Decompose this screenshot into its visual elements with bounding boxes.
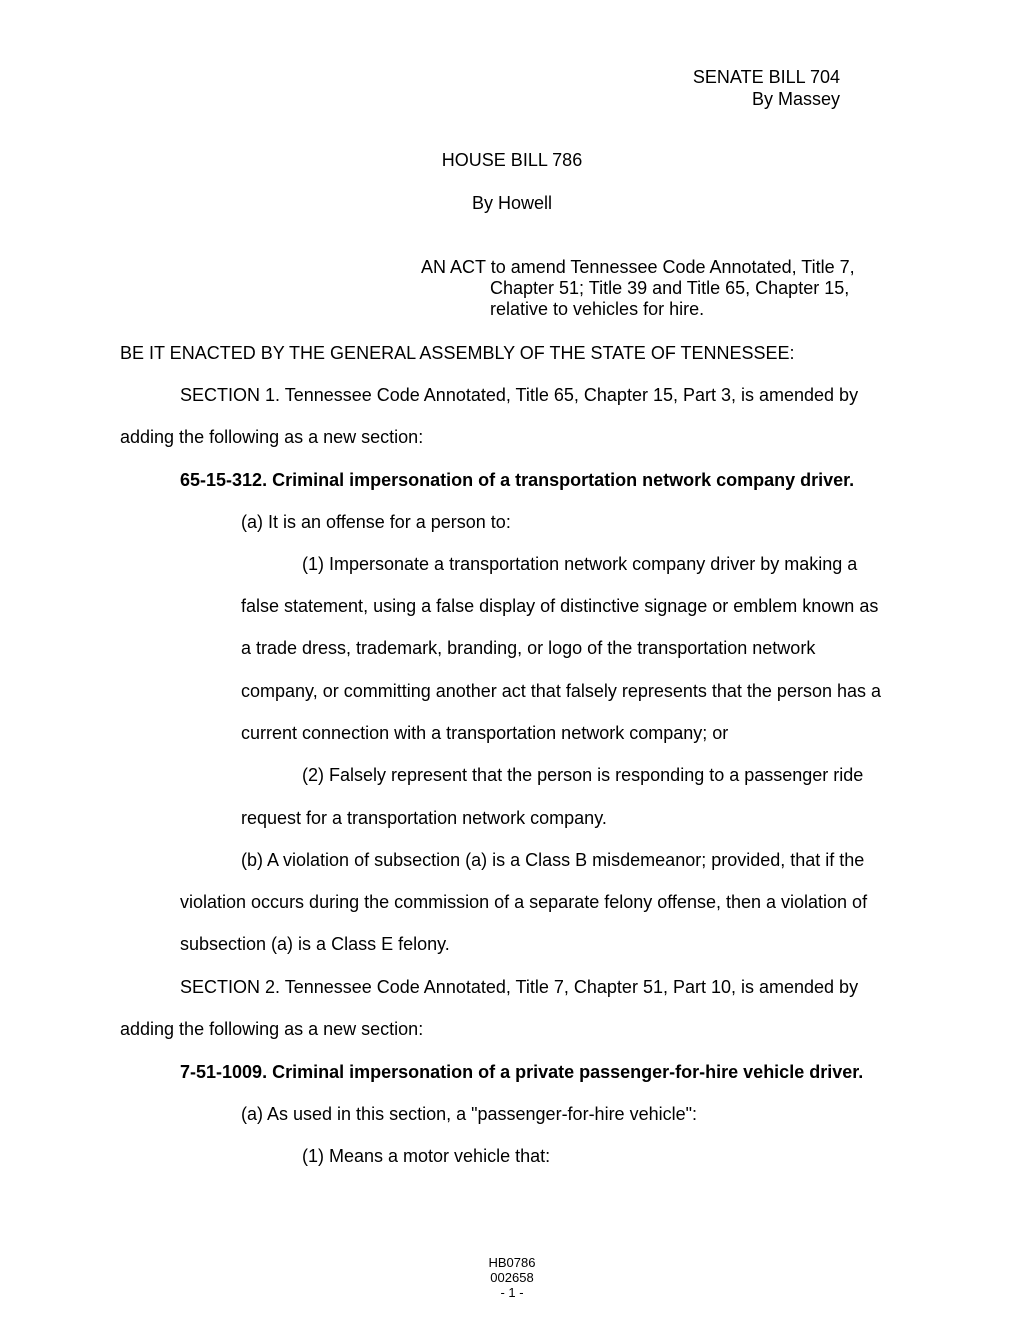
senate-bill-number: SENATE BILL 704 <box>692 67 840 87</box>
item-2-line-1: (2) Falsely represent that the person is responding to a passenger ride <box>302 765 864 785</box>
section-1-intro: SECTION 1. Tennessee Code Annotated, Title 65, Chapter 15, Part 3, is amended by <box>180 385 859 405</box>
house-sponsor: By Howell <box>471 193 553 213</box>
section-2-heading: 7-51-1009. Criminal impersonation of a private passenger-for-hire vehicle driver. <box>180 1062 864 1082</box>
subsection-b-line-1: (b) A violation of subsection (a) is a Class B misdemeanor; provided, that if the <box>241 850 865 870</box>
section-1-intro-cont: adding the following as a new section: <box>120 427 424 447</box>
senate-bill-block <box>0 66 840 110</box>
senate-sponsor: By Massey <box>751 89 840 109</box>
page-footer <box>0 1255 1024 1300</box>
subsection-b-line-2: violation occurs during the commission of a separate felony offense, then a violation of <box>180 892 868 912</box>
item-1-line-5: current connection with a transportation network company; or <box>241 723 729 743</box>
footer-doc-number: 002658 <box>490 1270 534 1285</box>
footer-page-number: - 1 - <box>500 1285 524 1300</box>
caption-line-2: Chapter 51; Title 39 and Title 65, Chapter 15, <box>490 278 850 298</box>
item-1-line-4: company, or committing another act that falsely represents that the person has a <box>241 681 882 701</box>
subsection-b-line-3: subsection (a) is a Class E felony. <box>180 934 450 954</box>
section-2-intro-cont: adding the following as a new section: <box>120 1019 424 1039</box>
item-2-line-2: request for a transportation network company. <box>241 808 607 828</box>
section-1-heading: 65-15-312. Criminal impersonation of a transportation network company driver. <box>180 470 855 490</box>
section-2-subsection-a: (a) As used in this section, a "passenger-for-hire vehicle": <box>241 1104 697 1124</box>
caption-line-3: relative to vehicles for hire. <box>490 299 705 319</box>
house-bill-number: HOUSE BILL 786 <box>441 150 583 170</box>
item-1-line-2: false statement, using a false display of distinctive signage or emblem known as <box>241 596 879 616</box>
item-1-line-1: (1) Impersonate a transportation network company driver by making a <box>302 554 858 574</box>
section-2-item-1: (1) Means a motor vehicle that: <box>302 1146 551 1166</box>
section-2-intro: SECTION 2. Tennessee Code Annotated, Title 7, Chapter 51, Part 10, is amended by <box>180 977 859 997</box>
bill-caption <box>421 257 855 320</box>
caption-line-1: AN ACT to amend Tennessee Code Annotated, Title 7, <box>421 257 855 277</box>
footer-bill-code: HB0786 <box>488 1255 536 1270</box>
enacting-clause: BE IT ENACTED BY THE GENERAL ASSEMBLY OF THE STATE OF TENNESSEE: <box>120 343 795 363</box>
subsection-a: (a) It is an offense for a person to: <box>241 512 511 532</box>
item-1-line-3: a trade dress, trademark, branding, or logo of the transportation network <box>241 638 816 658</box>
